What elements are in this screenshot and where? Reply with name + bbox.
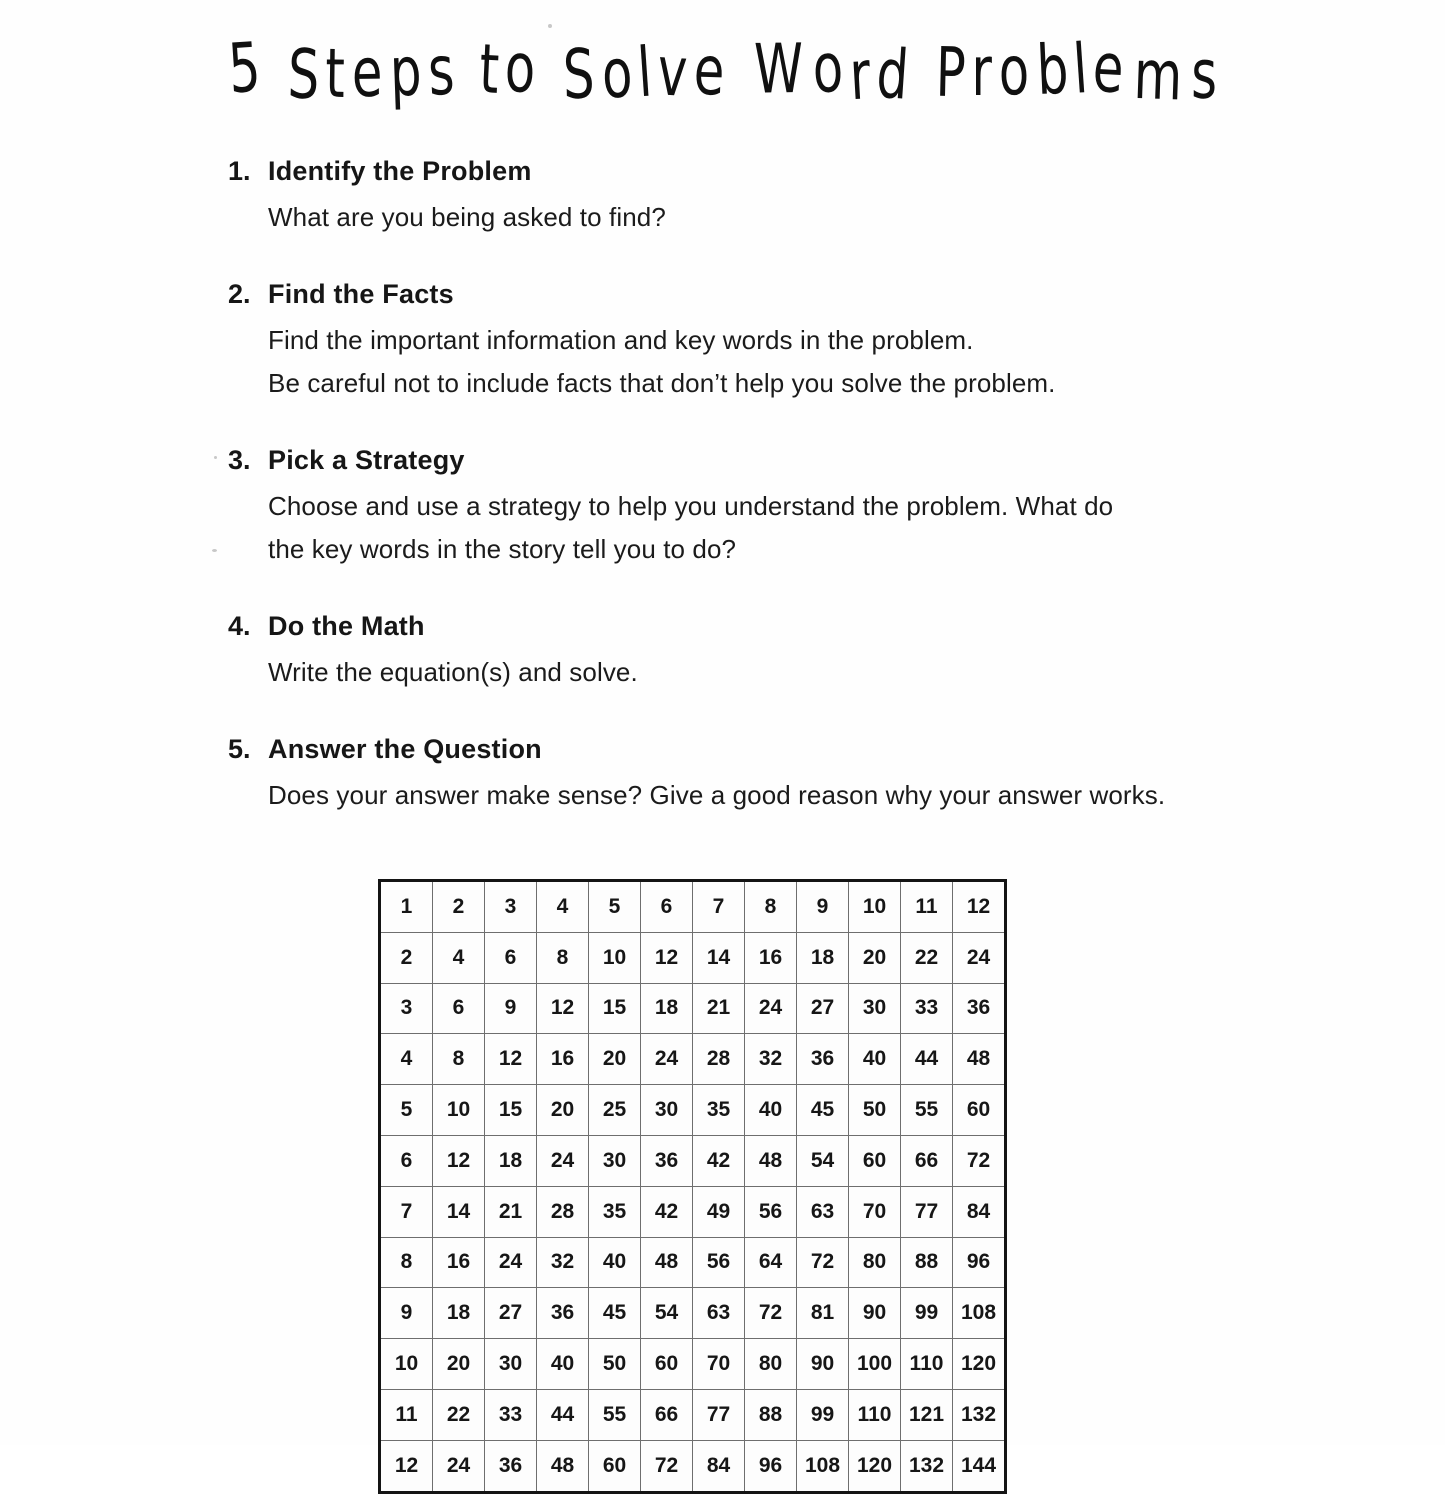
table-row — [380, 1085, 1006, 1136]
scan-speck — [214, 456, 217, 459]
table-cell: 9 — [485, 983, 537, 1034]
table-cell: 132 — [953, 1389, 1006, 1440]
table-cell: 36 — [537, 1288, 589, 1339]
table-cell: 77 — [901, 1186, 953, 1237]
table-cell: 11 — [901, 881, 953, 933]
table-cell: 60 — [849, 1135, 901, 1186]
table-cell: 84 — [693, 1440, 745, 1492]
table-cell: 44 — [537, 1389, 589, 1440]
table-cell: 18 — [797, 932, 849, 983]
table-cell: 54 — [641, 1288, 693, 1339]
table-cell: 12 — [433, 1135, 485, 1186]
step-header — [228, 279, 1305, 310]
table-cell: 42 — [693, 1135, 745, 1186]
table-cell: 6 — [485, 932, 537, 983]
table-cell: 1 — [380, 881, 433, 933]
table-cell: 8 — [380, 1237, 433, 1288]
table-cell: 45 — [589, 1288, 641, 1339]
table-cell: 27 — [485, 1288, 537, 1339]
table-cell: 21 — [693, 983, 745, 1034]
table-cell: 56 — [745, 1186, 797, 1237]
step-header — [228, 734, 1305, 765]
table-cell: 120 — [953, 1339, 1006, 1390]
table-cell: 22 — [901, 932, 953, 983]
step-body — [268, 319, 1305, 405]
step-header — [228, 445, 1305, 476]
table-cell: 72 — [745, 1288, 797, 1339]
multiplication-table-body — [380, 881, 1006, 1493]
table-cell: 36 — [797, 1034, 849, 1085]
step-heading: Do the Math — [268, 611, 425, 641]
table-cell: 90 — [849, 1288, 901, 1339]
step-item-1 — [228, 156, 1305, 239]
table-cell: 45 — [797, 1085, 849, 1136]
table-cell: 80 — [849, 1237, 901, 1288]
table-row — [380, 1288, 1006, 1339]
table-cell: 12 — [485, 1034, 537, 1085]
table-cell: 90 — [797, 1339, 849, 1390]
table-cell: 6 — [433, 983, 485, 1034]
table-cell: 18 — [485, 1135, 537, 1186]
table-cell: 81 — [797, 1288, 849, 1339]
step-header — [228, 156, 1305, 187]
table-cell: 2 — [433, 881, 485, 933]
table-cell: 33 — [901, 983, 953, 1034]
table-cell: 70 — [849, 1186, 901, 1237]
table-cell: 8 — [537, 932, 589, 983]
table-cell: 50 — [849, 1085, 901, 1136]
table-cell: 16 — [745, 932, 797, 983]
table-cell: 25 — [589, 1085, 641, 1136]
table-cell: 55 — [589, 1389, 641, 1440]
table-cell: 50 — [589, 1339, 641, 1390]
table-cell: 20 — [537, 1085, 589, 1136]
table-cell: 8 — [745, 881, 797, 933]
step-text-line: Be careful not to include facts that don’t help you solve the problem. — [268, 368, 1056, 398]
step-heading: Answer the Question — [268, 734, 542, 764]
table-cell: 5 — [589, 881, 641, 933]
step-item-4 — [228, 611, 1305, 694]
step-body — [268, 774, 1305, 817]
table-cell: 56 — [693, 1237, 745, 1288]
table-cell: 108 — [797, 1440, 849, 1492]
table-cell: 120 — [849, 1440, 901, 1492]
table-row — [380, 932, 1006, 983]
table-cell: 36 — [953, 983, 1006, 1034]
multiplication-table-wrap — [378, 879, 1445, 1494]
table-cell: 72 — [641, 1440, 693, 1492]
table-cell: 72 — [797, 1237, 849, 1288]
table-cell: 100 — [849, 1339, 901, 1390]
table-cell: 64 — [745, 1237, 797, 1288]
step-number: 2. — [228, 279, 251, 309]
table-cell: 11 — [380, 1389, 433, 1440]
step-text-line: Does your answer make sense? Give a good reason why your answer works. — [268, 780, 1166, 810]
page-title: 5 Steps to Solve W ord Problem s — [225, 26, 1218, 116]
table-cell: 28 — [693, 1034, 745, 1085]
step-header — [228, 611, 1305, 642]
table-cell: 99 — [901, 1288, 953, 1339]
table-cell: 12 — [953, 881, 1006, 933]
table-row — [380, 1389, 1006, 1440]
step-heading: Find the Facts — [268, 279, 454, 309]
table-cell: 24 — [537, 1135, 589, 1186]
table-cell: 60 — [953, 1085, 1006, 1136]
table-cell: 24 — [433, 1440, 485, 1492]
table-cell: 35 — [693, 1085, 745, 1136]
table-row — [380, 1186, 1006, 1237]
table-cell: 54 — [797, 1135, 849, 1186]
table-cell: 2 — [380, 932, 433, 983]
table-cell: 88 — [901, 1237, 953, 1288]
table-row — [380, 881, 1006, 933]
multiplication-table — [378, 879, 1007, 1494]
table-cell: 55 — [901, 1085, 953, 1136]
table-cell: 9 — [797, 881, 849, 933]
step-text-line: What are you being asked to find? — [268, 202, 666, 232]
table-cell: 14 — [693, 932, 745, 983]
step-item-2 — [228, 279, 1305, 405]
table-cell: 132 — [901, 1440, 953, 1492]
step-heading: Identify the Problem — [268, 156, 532, 186]
table-cell: 40 — [849, 1034, 901, 1085]
table-cell: 15 — [485, 1085, 537, 1136]
table-cell: 6 — [641, 881, 693, 933]
table-row — [380, 1237, 1006, 1288]
table-cell: 77 — [693, 1389, 745, 1440]
table-cell: 3 — [380, 983, 433, 1034]
table-row — [380, 1339, 1006, 1390]
table-cell: 12 — [380, 1440, 433, 1492]
step-number: 5. — [228, 734, 251, 764]
table-cell: 33 — [485, 1389, 537, 1440]
table-cell: 40 — [589, 1237, 641, 1288]
table-cell: 66 — [641, 1389, 693, 1440]
table-cell: 30 — [589, 1135, 641, 1186]
step-text-line: Choose and use a strategy to help you understand the problem. What do — [268, 491, 1114, 521]
table-cell: 40 — [537, 1339, 589, 1390]
table-cell: 40 — [745, 1085, 797, 1136]
table-cell: 24 — [641, 1034, 693, 1085]
table-cell: 8 — [433, 1034, 485, 1085]
table-cell: 4 — [537, 881, 589, 933]
table-cell: 80 — [745, 1339, 797, 1390]
table-cell: 110 — [901, 1339, 953, 1390]
table-cell: 28 — [537, 1186, 589, 1237]
table-cell: 5 — [380, 1085, 433, 1136]
table-cell: 72 — [953, 1135, 1006, 1186]
table-cell: 20 — [433, 1339, 485, 1390]
table-cell: 144 — [953, 1440, 1006, 1492]
table-cell: 48 — [745, 1135, 797, 1186]
table-cell: 24 — [953, 932, 1006, 983]
table-cell: 70 — [693, 1339, 745, 1390]
table-cell: 15 — [589, 983, 641, 1034]
table-cell: 20 — [849, 932, 901, 983]
table-cell: 108 — [953, 1288, 1006, 1339]
table-cell: 12 — [537, 983, 589, 1034]
table-cell: 49 — [693, 1186, 745, 1237]
step-number: 4. — [228, 611, 251, 641]
scan-speck — [212, 549, 217, 552]
step-body — [268, 196, 1305, 239]
table-cell: 24 — [745, 983, 797, 1034]
table-cell: 30 — [849, 983, 901, 1034]
table-cell: 4 — [380, 1034, 433, 1085]
table-cell: 36 — [641, 1135, 693, 1186]
table-cell: 96 — [953, 1237, 1006, 1288]
table-cell: 24 — [485, 1237, 537, 1288]
step-item-5 — [228, 734, 1305, 817]
table-cell: 63 — [693, 1288, 745, 1339]
table-cell: 42 — [641, 1186, 693, 1237]
table-cell: 9 — [380, 1288, 433, 1339]
table-cell: 16 — [537, 1034, 589, 1085]
table-cell: 18 — [641, 983, 693, 1034]
table-cell: 10 — [589, 932, 641, 983]
step-number: 3. — [228, 445, 251, 475]
table-row — [380, 983, 1006, 1034]
table-cell: 30 — [485, 1339, 537, 1390]
table-row — [380, 1135, 1006, 1186]
step-item-3 — [228, 445, 1305, 571]
table-cell: 10 — [849, 881, 901, 933]
table-cell: 99 — [797, 1389, 849, 1440]
step-text-line: Write the equation(s) and solve. — [268, 657, 638, 687]
table-cell: 88 — [745, 1389, 797, 1440]
table-cell: 32 — [537, 1237, 589, 1288]
table-cell: 84 — [953, 1186, 1006, 1237]
table-row — [380, 1440, 1006, 1492]
step-number: 1. — [228, 156, 251, 186]
step-body — [268, 651, 1305, 694]
table-cell: 32 — [745, 1034, 797, 1085]
table-cell: 7 — [693, 881, 745, 933]
table-cell: 96 — [745, 1440, 797, 1492]
table-cell: 35 — [589, 1186, 641, 1237]
table-cell: 14 — [433, 1186, 485, 1237]
table-cell: 10 — [380, 1339, 433, 1390]
table-cell: 121 — [901, 1389, 953, 1440]
table-cell: 27 — [797, 983, 849, 1034]
step-body — [268, 485, 1305, 571]
table-cell: 44 — [901, 1034, 953, 1085]
table-cell: 48 — [537, 1440, 589, 1492]
table-cell: 10 — [433, 1085, 485, 1136]
table-cell: 7 — [380, 1186, 433, 1237]
table-cell: 66 — [901, 1135, 953, 1186]
table-cell: 63 — [797, 1186, 849, 1237]
table-cell: 48 — [641, 1237, 693, 1288]
step-text-line: the key words in the story tell you to do? — [268, 534, 737, 564]
table-cell: 16 — [433, 1237, 485, 1288]
table-cell: 36 — [485, 1440, 537, 1492]
table-cell: 20 — [589, 1034, 641, 1085]
step-text-line: Find the important information and key words in the problem. — [268, 325, 974, 355]
table-row — [380, 1034, 1006, 1085]
table-cell: 110 — [849, 1389, 901, 1440]
table-cell: 12 — [641, 932, 693, 983]
table-cell: 6 — [380, 1135, 433, 1186]
table-cell: 4 — [433, 932, 485, 983]
table-cell: 30 — [641, 1085, 693, 1136]
table-cell: 48 — [953, 1034, 1006, 1085]
step-heading: Pick a Strategy — [268, 445, 465, 475]
table-cell: 60 — [641, 1339, 693, 1390]
table-cell: 60 — [589, 1440, 641, 1492]
table-cell: 18 — [433, 1288, 485, 1339]
table-cell: 21 — [485, 1186, 537, 1237]
table-cell: 3 — [485, 881, 537, 933]
steps-list — [228, 156, 1305, 817]
table-cell: 22 — [433, 1389, 485, 1440]
